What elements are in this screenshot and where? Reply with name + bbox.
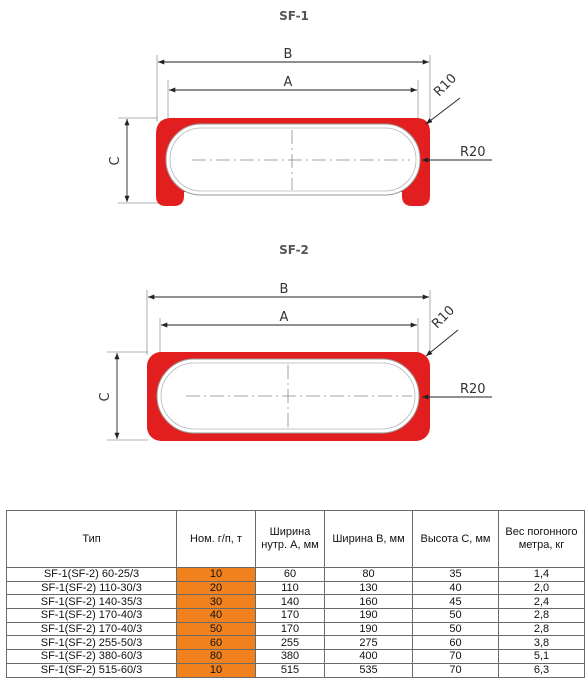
cell-type: SF-1(SF-2) 380-60/3 (7, 650, 177, 664)
cell-height: 70 (413, 650, 499, 664)
spec-table (6, 510, 585, 678)
table-row (7, 650, 585, 664)
sf1-r10-label: R10 (431, 71, 460, 100)
cell-type: SF-1(SF-2) 110-30/3 (7, 581, 177, 595)
cell-load: 60 (177, 636, 256, 650)
sf2-r20-label: R20 (460, 382, 486, 397)
cell-type: SF-1(SF-2) 140-35/3 (7, 595, 177, 609)
cell-width: 130 (325, 581, 413, 595)
sf2-title: SF-2 (279, 243, 309, 257)
sf1-r20-label: R20 (460, 145, 486, 160)
sf2-dim-c-label: C (98, 392, 113, 402)
sf1-title: SF-1 (279, 9, 309, 23)
spec-table-header-row (7, 511, 585, 568)
sf2-dim-b-label: B (279, 282, 289, 297)
cell-width: 535 (325, 663, 413, 677)
sf1-drawing (0, 0, 588, 225)
table-row (7, 622, 585, 636)
cell-load: 50 (177, 622, 256, 636)
cell-type: SF-1(SF-2) 170-40/3 (7, 622, 177, 636)
cell-weight: 6,3 (499, 663, 585, 677)
header-weight: Вес погонного метра, кг (499, 511, 585, 568)
header-width: Ширина В, мм (325, 511, 413, 568)
table-row (7, 568, 585, 582)
cell-weight: 2,8 (499, 622, 585, 636)
cell-inner-width: 140 (256, 595, 325, 609)
cell-load: 40 (177, 609, 256, 623)
sf2-dim-a-label: A (279, 310, 289, 325)
cell-load: 80 (177, 650, 256, 664)
header-type: Тип (7, 511, 177, 568)
cell-height: 60 (413, 636, 499, 650)
cell-width: 400 (325, 650, 413, 664)
sf1-dim-a-label: A (283, 75, 293, 90)
cell-weight: 1,4 (499, 568, 585, 582)
header-height: Высота С, мм (413, 511, 499, 568)
cell-height: 50 (413, 609, 499, 623)
cell-load: 20 (177, 581, 256, 595)
cell-inner-width: 110 (256, 581, 325, 595)
cell-inner-width: 60 (256, 568, 325, 582)
cell-weight: 3,8 (499, 636, 585, 650)
cell-width: 160 (325, 595, 413, 609)
cell-weight: 5,1 (499, 650, 585, 664)
table-row (7, 581, 585, 595)
cell-width: 80 (325, 568, 413, 582)
cell-type: SF-1(SF-2) 255-50/3 (7, 636, 177, 650)
sf1-dim-b-label: B (283, 47, 293, 62)
cell-type: SF-1(SF-2) 515-60/3 (7, 663, 177, 677)
header-inner-width: Ширина нутр. А, мм (256, 511, 325, 568)
cell-load: 10 (177, 663, 256, 677)
cell-inner-width: 170 (256, 622, 325, 636)
cell-weight: 2,0 (499, 581, 585, 595)
sf1-inner-slot (166, 124, 420, 195)
cell-inner-width: 170 (256, 609, 325, 623)
cell-load: 10 (177, 568, 256, 582)
cell-type: SF-1(SF-2) 60-25/3 (7, 568, 177, 582)
table-row (7, 636, 585, 650)
header-load-capacity: Ном. г/п, т (177, 511, 256, 568)
table-row (7, 595, 585, 609)
cell-inner-width: 255 (256, 636, 325, 650)
cell-height: 45 (413, 595, 499, 609)
cell-width: 190 (325, 609, 413, 623)
sf2-drawing (0, 250, 588, 460)
cell-height: 35 (413, 568, 499, 582)
cell-width: 275 (325, 636, 413, 650)
cell-height: 70 (413, 663, 499, 677)
table-row (7, 663, 585, 677)
cell-inner-width: 515 (256, 663, 325, 677)
cell-weight: 2,8 (499, 609, 585, 623)
cell-height: 40 (413, 581, 499, 595)
sf1-dim-c-label: C (108, 156, 123, 166)
cell-load: 30 (177, 595, 256, 609)
table-row (7, 609, 585, 623)
cell-inner-width: 380 (256, 650, 325, 664)
cell-width: 190 (325, 622, 413, 636)
cell-height: 50 (413, 622, 499, 636)
sf2-r10-label: R10 (429, 303, 458, 332)
cell-weight: 2,4 (499, 595, 585, 609)
cell-type: SF-1(SF-2) 170-40/3 (7, 609, 177, 623)
